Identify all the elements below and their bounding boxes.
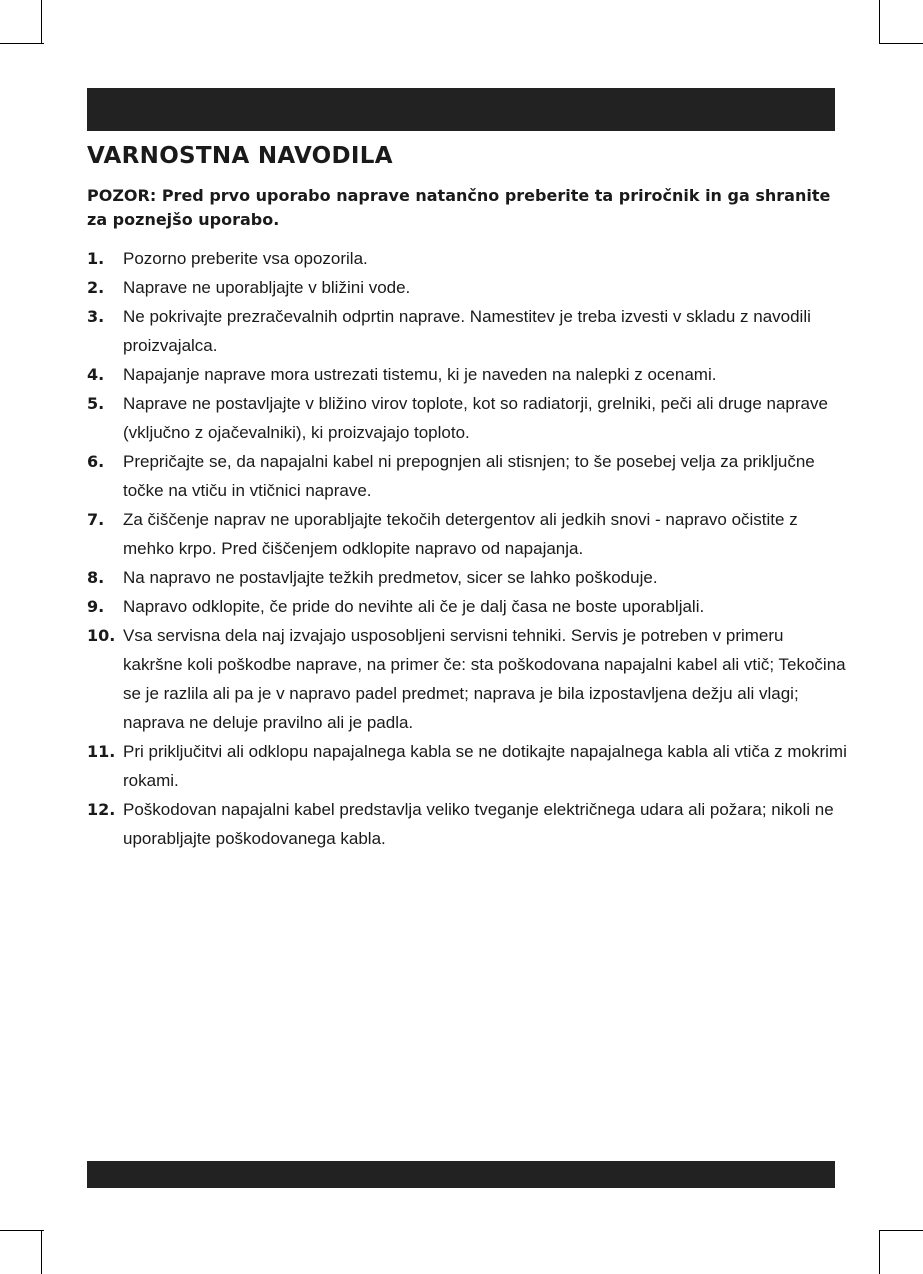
crop-mark-bottom-right-horizontal [879, 1230, 923, 1231]
item-number: 1. [87, 249, 105, 268]
list-item [87, 389, 847, 447]
item-text: Pozorno preberite vsa opozorila. [123, 249, 368, 268]
item-number: 12. [87, 800, 116, 819]
crop-mark-top-left-vertical [41, 0, 42, 44]
item-number: 6. [87, 452, 105, 471]
header-bar [87, 88, 835, 131]
item-number: 4. [87, 365, 105, 384]
crop-mark-top-left-horizontal [0, 43, 44, 44]
item-text: Naprave ne postavljajte v bližino virov toplote, kot so radiatorji, grelniki, peči ali druge naprave (vključno z ojačevalniki), ki proizvajajo toploto. [123, 394, 828, 442]
list-item [87, 563, 847, 592]
item-text: Prepričajte se, da napajalni kabel ni prepognjen ali stisnjen; to še posebej velja za priključne točke na vtiču in vtičnici naprave. [123, 452, 815, 500]
crop-mark-bottom-left-horizontal [0, 1230, 44, 1231]
item-text: Pri priključitvi ali odklopu napajalnega kabla se ne dotikajte napajalnega kabla ali vtiča z mokrimi rokami. [123, 742, 847, 790]
item-text: Za čiščenje naprav ne uporabljajte tekočih detergentov ali jedkih snovi - napravo očistite z mehko krpo. Pred čiščenjem odklopite napravo od napajanja. [123, 510, 798, 558]
item-number: 9. [87, 597, 105, 616]
list-item [87, 621, 847, 737]
crop-mark-top-right-vertical [879, 0, 880, 44]
list-item [87, 273, 847, 302]
crop-mark-top-right-horizontal [879, 43, 923, 44]
safety-instructions-list [87, 244, 847, 853]
page-title: VARNOSTNA NAVODILA [87, 143, 393, 169]
item-text: Na napravo ne postavljajte težkih predmetov, sicer se lahko poškoduje. [123, 568, 658, 587]
warning-notice: POZOR: Pred prvo uporabo naprave natančno preberite ta priročnik in ga shranite za poznejšo uporabo. [87, 186, 831, 229]
item-text: Napajanje naprave mora ustrezati tistemu, ki je naveden na nalepki z ocenami. [123, 365, 717, 384]
item-text: Naprave ne uporabljajte v bližini vode. [123, 278, 411, 297]
item-text: Vsa servisna dela naj izvajajo usposobljeni servisni tehniki. Servis je potreben v primeru kakršne koli poškodbe naprave, na primer če: sta poškodovana napajalni kabel ali vtič; Tekočina se je razlila ali pa je v napravo padel predmet; naprava je bila izpostavljena dežju ali vlagi; naprava ne deluje pravilno ali je padla. [123, 626, 846, 732]
item-number: 5. [87, 394, 105, 413]
item-number: 3. [87, 307, 105, 326]
item-text: Ne pokrivajte prezračevalnih odprtin naprave. Namestitev je treba izvesti v skladu z navodili proizvajalca. [123, 307, 811, 355]
crop-mark-bottom-left-vertical [41, 1230, 42, 1274]
list-item [87, 592, 847, 621]
item-text: Napravo odklopite, če pride do nevihte ali če je dalj časa ne boste uporabljali. [123, 597, 705, 616]
list-item [87, 737, 847, 795]
list-item [87, 302, 847, 360]
item-number: 8. [87, 568, 105, 587]
list-item [87, 244, 847, 273]
list-item [87, 447, 847, 505]
item-number: 10. [87, 626, 116, 645]
item-number: 7. [87, 510, 105, 529]
crop-mark-bottom-right-vertical [879, 1230, 880, 1274]
footer-bar [87, 1161, 835, 1188]
item-text: Poškodovan napajalni kabel predstavlja veliko tveganje električnega udara ali požara; nikoli ne uporabljajte poškodovanega kabla. [123, 800, 834, 848]
list-item [87, 795, 847, 853]
list-item [87, 505, 847, 563]
item-number: 2. [87, 278, 105, 297]
list-item [87, 360, 847, 389]
item-number: 11. [87, 742, 116, 761]
page-content [87, 140, 847, 853]
